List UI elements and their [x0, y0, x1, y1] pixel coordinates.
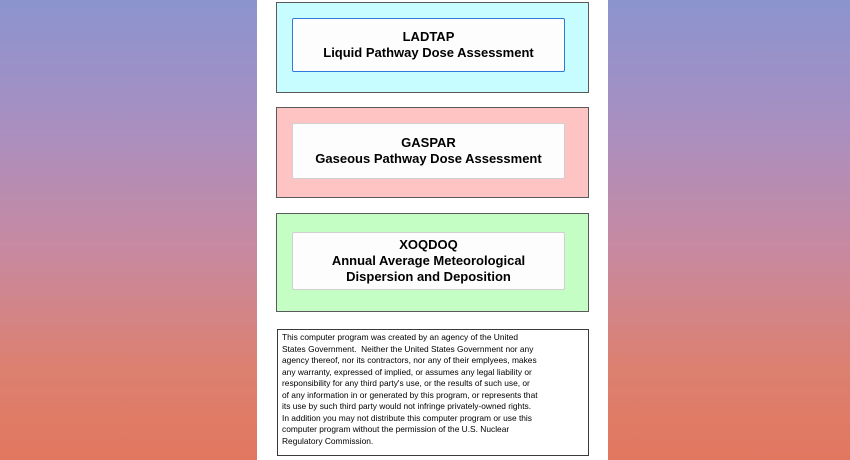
xoqdoq-button-description-line2: Dispersion and Deposition — [346, 269, 511, 284]
gaspar-button-description: Gaseous Pathway Dose Assessment — [315, 151, 542, 166]
ladtap-button-description: Liquid Pathway Dose Assessment — [323, 45, 534, 60]
ladtap-group — [276, 2, 589, 93]
xoqdoq-button[interactable] — [292, 232, 565, 290]
xoqdoq-group — [276, 213, 589, 312]
main-window — [257, 0, 608, 460]
ladtap-button[interactable] — [292, 18, 565, 72]
gaspar-group — [276, 107, 589, 198]
gaspar-button-title: GASPAR — [401, 135, 456, 150]
disclaimer-text: This computer program was created by an agency of the United States Government. Neither the United States Government nor any agency thereof, nor its contractors, nor any of their emplyees, makes any warranty, expressed of implied, or assumes any legal liability or responsibility for any third party's use, or the results of such use, or of any information in or generated by this program, or represents that its use by such third party would not infringe privately-owned rights. In addition you may not distribute this computer program or use this computer program without the permission of the U.S. Nuclear Regulatory Commission. — [277, 329, 589, 456]
gaspar-button[interactable] — [292, 123, 565, 179]
xoqdoq-button-description-line1: Annual Average Meteorological — [331, 253, 526, 268]
ladtap-button-title: LADTAP — [402, 29, 455, 44]
xoqdoq-button-title: XOQDOQ — [399, 237, 458, 252]
